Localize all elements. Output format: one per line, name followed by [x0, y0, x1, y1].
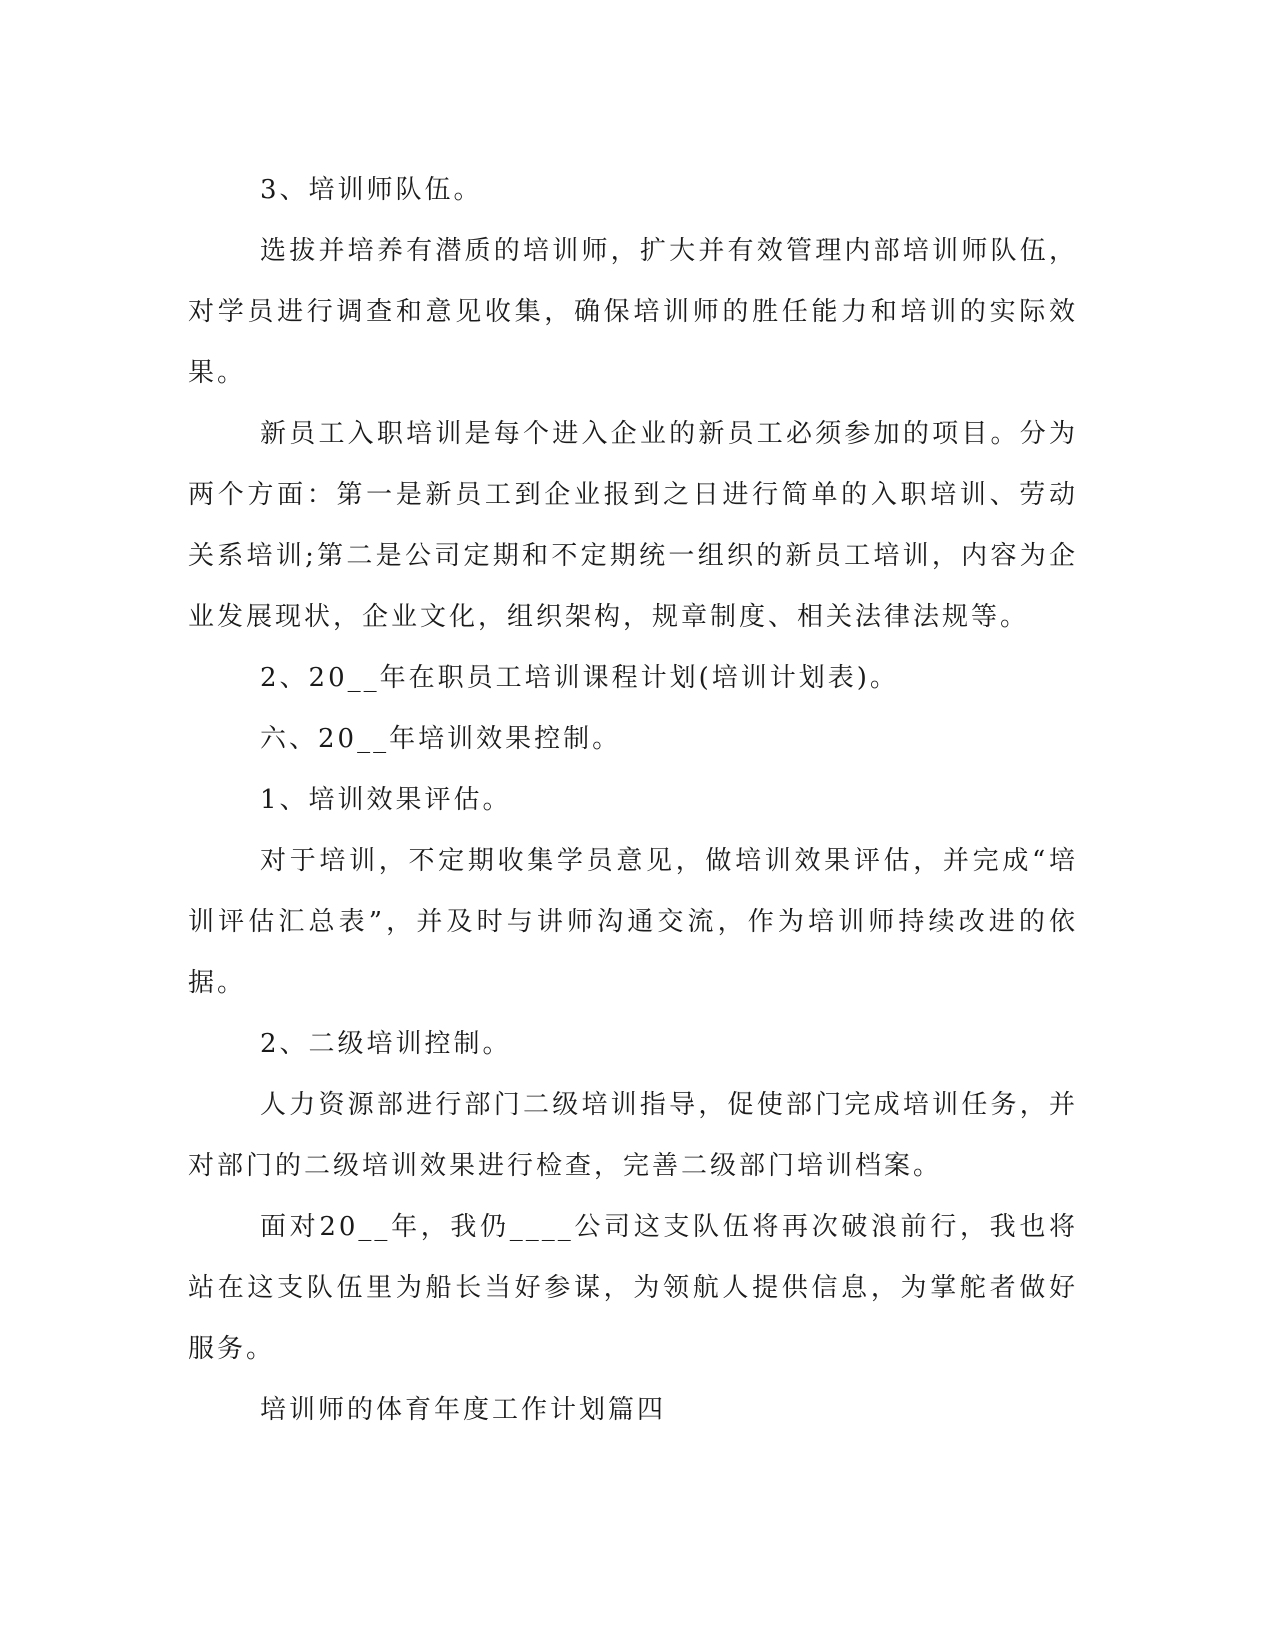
section-heading-secondary-control: 2、二级培训控制。	[260, 1029, 512, 1059]
section-heading-effect-control: 六、20__年培训效果控制。	[260, 724, 622, 754]
paragraph-trainer-selection: 选拔并培养有潜质的培训师，扩大并有效管理内部培训师队伍，对学员进行调查和意见收集，确保培训师的胜任能力和培训的实际效果。	[188, 236, 1078, 388]
section-heading-trainer-team: 3、培训师队伍。	[260, 175, 483, 205]
section-heading-course-plan: 2、20__年在职员工培训课程计划(培训计划表)。	[260, 663, 899, 693]
paragraph-effect-evaluation: 对于培训，不定期收集学员意见，做培训效果评估，并完成“培训评估汇总表”，并及时与讲师沟通交流，作为培训师持续改进的依据。	[188, 846, 1078, 998]
section-heading-effect-evaluation: 1、培训效果评估。	[260, 785, 512, 815]
paragraph-closing: 面对20__年，我仍____公司这支队伍将再次破浪前行，我也将站在这支队伍里为船长当好参谋，为领航人提供信息，为掌舵者做好服务。	[188, 1212, 1078, 1364]
section-title-part-four: 培训师的体育年度工作计划篇四	[260, 1395, 667, 1425]
paragraph-secondary-control: 人力资源部进行部门二级培训指导，促使部门完成培训任务，并对部门的二级培训效果进行检查，完善二级部门培训档案。	[188, 1090, 1078, 1181]
document-body	[188, 160, 1078, 1441]
paragraph-new-employee-training: 新员工入职培训是每个进入企业的新员工必须参加的项目。分为两个方面：第一是新员工到企业报到之日进行简单的入职培训、劳动关系培训;第二是公司定期和不定期统一组织的新员工培训，内容为企业发展现状，企业文化，组织架构，规章制度、相关法律法规等。	[188, 419, 1078, 632]
